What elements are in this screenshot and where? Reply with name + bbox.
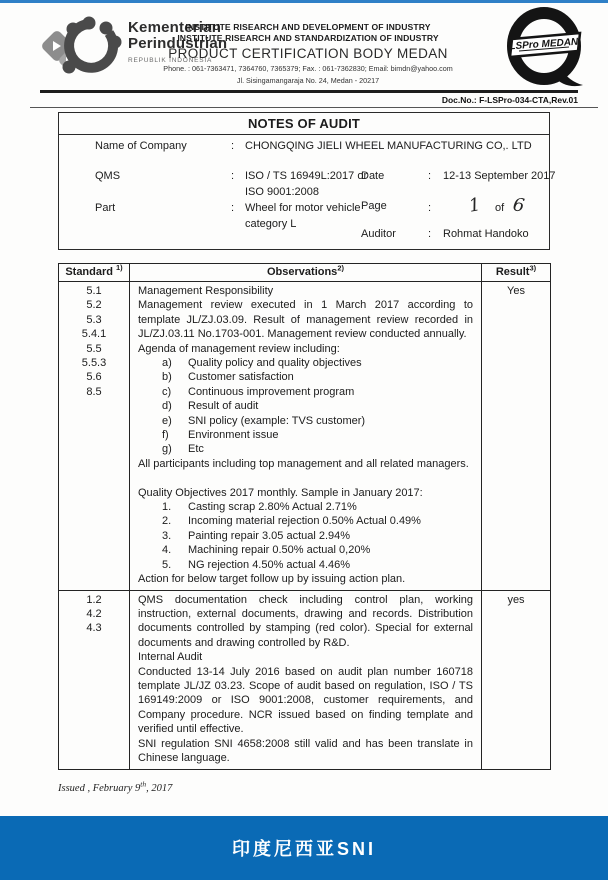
observation-paragraph: SNI regulation SNI 4658:2008 still valid and has been translate in Chinese language. [138, 737, 473, 764]
auditor-colon: : [428, 228, 432, 240]
qms-value-line1: ISO / TS 16949L:2017 or [245, 170, 368, 182]
ministry-name-line2: Perindustrian [128, 35, 228, 52]
quality-objective-text: Painting repair 3.05 actual 2.94% [188, 529, 351, 542]
institute-line-1: INSTITUTE RISEARCH AND DEVELOPMENT OF INDUSTRY [185, 22, 431, 32]
quality-objectives-intro: Quality Objectives 2017 monthly. Sample in January 2017: [138, 486, 423, 499]
col-header-standard-sup: 1) [116, 263, 123, 273]
quality-objective-item [138, 514, 473, 528]
action-line: Action for below target follow up by issuing action plan. [138, 573, 406, 586]
header-divider-thin [30, 107, 598, 108]
standard-clause: 4.2 [86, 607, 102, 620]
agenda-item-marker: e) [162, 414, 172, 427]
issued-note-post: , 2017 [146, 783, 173, 794]
col-header-standard-label: Standard [65, 266, 113, 278]
quality-objective-item [138, 529, 473, 543]
observations-cell [129, 591, 481, 769]
participants-line: All participants including top management and all related managers. [138, 457, 469, 470]
agenda-item-text: Customer satisfaction [188, 371, 294, 384]
standard-clause: 8.5 [86, 385, 102, 398]
standard-clause: 5.3 [86, 313, 102, 326]
agenda-item [138, 414, 473, 428]
page-label: Page [361, 200, 387, 212]
quality-objective-text: NG rejection 4.50% actual 4.46% [188, 558, 351, 571]
handwritten-page-total: 6 [511, 194, 526, 217]
auditor-value: Rohmat Handoko [443, 228, 529, 240]
contact-line: Phone. : 061-7363471, 7364760, 7365379; Fax. : 061-7362830; Email: bimdn@yahoo.com [163, 64, 453, 73]
handwritten-page-number: 1 [467, 194, 483, 217]
col-header-observations [129, 264, 481, 282]
table-header-row [59, 264, 550, 282]
agenda-item-marker: c) [162, 385, 172, 398]
quality-objective-item [138, 543, 473, 557]
agenda-item-text: Etc [188, 443, 204, 456]
agenda-item-marker: d) [162, 400, 172, 413]
quality-objective-marker: 5. [162, 558, 172, 571]
issued-note [58, 779, 173, 794]
page-of-label: of [495, 202, 505, 214]
agenda-item [138, 442, 473, 456]
company-label: Name of Company [95, 140, 187, 152]
observation-subtitle: Internal Audit [138, 651, 203, 664]
agenda-item-marker: g) [162, 443, 172, 456]
qms-value-line2: ISO 9001:2008 [245, 186, 320, 198]
agenda-item [138, 399, 473, 413]
result-cell: yes [481, 591, 550, 769]
part-value-line2: category L [245, 218, 297, 230]
header-divider-thick [40, 90, 578, 93]
quality-objective-text: Casting scrap 2.80% Actual 2.71% [188, 501, 357, 514]
lspro-medan-q-logo-icon [503, 6, 585, 92]
standard-clause: 5.5 [86, 342, 102, 355]
agenda-item-text: Result of audit [188, 400, 259, 413]
col-header-result [481, 264, 550, 282]
ministry-gear-logo-icon [42, 14, 128, 80]
col-header-result-sup: 3) [529, 263, 537, 273]
agenda-item-text: Quality policy and quality objectives [188, 357, 362, 370]
agenda-item [138, 370, 473, 384]
ministry-subtitle: REPUBLIK INDONESIA [128, 57, 213, 64]
issued-note-pre: Issued , February 9 [58, 783, 141, 794]
col-header-observations-label: Observations [267, 266, 338, 278]
quality-objective-item [138, 500, 473, 514]
part-colon: : [231, 202, 235, 214]
quality-objectives-list [138, 500, 473, 572]
observation-paragraph: QMS documentation check including control plan, working instruction, external documents, drawing and records. Distribution documents controlled by stamping (red color). Special for external documents and drawing controlled by R&D. [138, 593, 473, 649]
footer-banner-text: 印度尼西亚SNI [231, 839, 376, 859]
footer-banner [0, 816, 608, 880]
ministry-name-line1: Kementerian [128, 19, 222, 36]
quality-objective-marker: 4. [162, 544, 172, 557]
table-row [59, 282, 550, 590]
notes-of-audit-box [58, 112, 556, 250]
qms-label: QMS [95, 170, 121, 182]
auditor-label: Auditor [361, 228, 396, 240]
company-value: CHONGQING JIELI WHEEL MANUFACTURING CO,. LTD [245, 140, 532, 152]
agenda-item [138, 385, 473, 399]
agenda-intro: Agenda of management review including: [138, 342, 340, 355]
standard-clause: 5.5.3 [81, 357, 107, 370]
page-colon: : [428, 202, 432, 214]
standard-cell [59, 282, 129, 590]
observations-cell [129, 282, 481, 590]
quality-objective-marker: 3. [162, 529, 172, 542]
quality-objective-text: Incoming material rejection 0.50% Actual 0.49% [188, 515, 421, 528]
blank-line [138, 471, 473, 485]
standard-clause: 4.3 [86, 622, 102, 635]
part-value-line1: Wheel for motor vehicle [245, 202, 361, 214]
standard-clause: 5.2 [86, 299, 102, 312]
notes-of-audit-title: NOTES OF AUDIT [59, 113, 549, 135]
certification-body-name: PRODUCT CERTIFICATION BODY MEDAN [168, 46, 448, 61]
quality-objective-marker: 2. [162, 515, 172, 528]
agenda-item [138, 428, 473, 442]
qms-colon: : [231, 170, 235, 182]
col-header-result-label: Result [495, 266, 530, 278]
top-accent-line [0, 0, 608, 3]
agenda-item-text: SNI policy (example: TVS customer) [188, 414, 366, 427]
company-colon: : [231, 140, 235, 152]
quality-objective-item [138, 558, 473, 572]
agenda-item-text: Continuous improvement program [188, 385, 355, 398]
doc-number: Doc.No.: F-LSPro-034-CTA,Rev.01 [441, 95, 578, 105]
standard-cell [59, 591, 129, 769]
quality-objective-text: Machining repair 0.50% actual 0,20% [188, 544, 371, 557]
standard-clause: 5.4.1 [81, 328, 107, 341]
observation-paragraph: Conducted 13-14 July 2016 based on audit plan number 160718 template JL/JZ 03.23. Scope of audit based on regulation, ISO / TS 169149:2009 or ISO 9001:2008, customer requirements, and Company procedure. NCR issued based on finding template and verified until effective. [138, 665, 473, 736]
standard-clause: 1.2 [86, 593, 102, 606]
audit-table [58, 263, 551, 770]
agenda-item-marker: a) [162, 357, 172, 370]
institute-header-block [140, 22, 476, 85]
lspro-logo-text: LSPro MEDAN [509, 36, 579, 53]
agenda-item [138, 356, 473, 370]
part-label: Part [95, 202, 116, 214]
standard-clause: 5.1 [86, 285, 102, 297]
address-line: Jl. Sisingamangaraja No. 24, Medan - 20217 [236, 76, 380, 85]
agenda-item-marker: f) [162, 429, 169, 442]
table-row [59, 590, 550, 769]
col-header-observations-sup: 2) [337, 263, 344, 273]
standard-clause: 5.6 [86, 371, 102, 384]
date-colon: : [428, 170, 432, 182]
date-value: 12-13 September 2017 [443, 170, 556, 182]
issued-note-sup: th [140, 779, 147, 789]
result-cell: Yes [481, 282, 550, 590]
quality-objective-marker: 1. [162, 501, 172, 514]
institute-line-2: INSTITUTE RISEARCH AND STANDARDIZATION OF INDUSTRY [177, 33, 439, 43]
agenda-item-marker: b) [162, 371, 172, 384]
col-header-standard [59, 264, 129, 282]
date-label: Date [361, 170, 385, 182]
observation-paragraph: Management review executed in 1 March 2017 according to template JL/ZJ.03.09. Result of management review recorded in JL/ZJ.03.11 No.1703-001. Management review conducted annually. [138, 299, 473, 341]
agenda-list [138, 356, 473, 457]
agenda-item-text: Environment issue [188, 429, 279, 442]
observation-title: Management Responsibility [138, 285, 274, 297]
